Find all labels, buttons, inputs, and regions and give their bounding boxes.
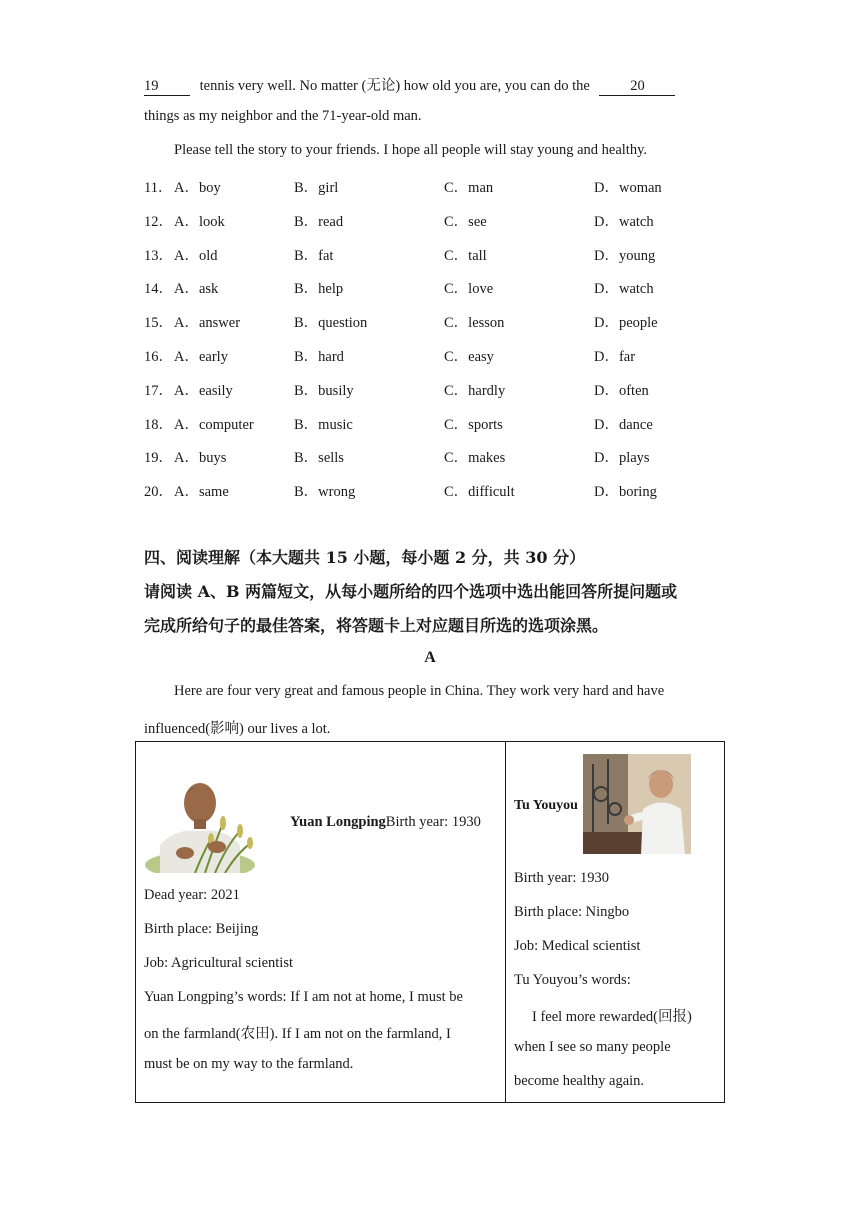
option-d: D．young — [594, 247, 656, 264]
passage-line-3: Please tell the story to your friends. I hope all people will stay young and healthy. — [174, 142, 648, 158]
tu-birth-place: Birth place: Ningbo — [514, 904, 630, 920]
passage-a-intro-1: Here are four very great and famous people in China. They work very hard and have — [174, 683, 665, 699]
option-a: A．buys — [174, 450, 227, 467]
section-4-title: 四、阅读理解（本大题共 15 小题，每小题 2 分，共 30 分） — [144, 548, 586, 567]
tu-words-1: I feel more rewarded(回报) — [532, 1009, 692, 1025]
option-b: B．girl — [294, 180, 339, 196]
yuan-cell — [136, 742, 506, 1103]
option-row — [144, 379, 744, 399]
yuan-name: Yuan Longping — [290, 814, 386, 830]
option-row — [144, 446, 744, 466]
question-number: 15． — [144, 315, 173, 332]
option-d: D．watch — [594, 281, 654, 298]
yuan-birth-year: Birth year: 1930 — [385, 814, 481, 830]
question-number: 11． — [144, 180, 173, 196]
tu-cell — [506, 742, 725, 1103]
option-a: A．answer — [174, 315, 241, 332]
option-row — [144, 345, 744, 365]
option-d: D．people — [594, 315, 658, 332]
passage-a-intro-2: influenced(影响) our lives a lot. — [144, 721, 331, 737]
option-d: D．watch — [594, 213, 654, 230]
scientists-table — [135, 741, 725, 1103]
tu-words-label: Tu Youyou’s words: — [514, 972, 631, 988]
option-c: C．see — [444, 213, 487, 230]
tu-words-3: become healthy again. — [514, 1073, 645, 1089]
option-row — [144, 210, 744, 230]
tu-youyou-photo — [583, 754, 691, 854]
option-b: B．music — [294, 416, 353, 433]
option-b: B．help — [294, 281, 344, 298]
passage-line-1-text: tennis very well. No matter (无论) how old you are, you can do the — [199, 78, 590, 94]
blank-20: 20 — [599, 78, 675, 96]
option-b: B．wrong — [294, 484, 356, 501]
option-c: C．tall — [444, 247, 487, 264]
option-a: A．same — [174, 484, 229, 501]
option-d: D．often — [594, 382, 649, 399]
option-b: B．hard — [294, 349, 344, 365]
yuan-job: Job: Agricultural scientist — [144, 955, 294, 971]
option-row — [144, 244, 744, 264]
yuan-dead-year: Dead year: 2021 — [144, 887, 240, 903]
yuan-words-1: Yuan Longping’s words: If I am not at home, I must be — [144, 989, 463, 1005]
option-c: C．man — [444, 180, 494, 196]
option-c: C．makes — [444, 450, 506, 467]
option-b: B．sells — [294, 450, 344, 467]
option-c: C．easy — [444, 349, 494, 365]
question-number: 12． — [144, 213, 173, 230]
option-row — [144, 311, 744, 331]
yuan-birth-place: Birth place: Beijing — [144, 921, 259, 937]
option-row — [144, 277, 744, 297]
blank-19: 19 — [144, 78, 190, 96]
yuan-name-line — [290, 814, 481, 831]
yuan-longping-photo — [145, 773, 255, 873]
option-c: C．love — [444, 281, 494, 298]
passage-line-1 — [144, 74, 675, 96]
option-a: A．early — [174, 349, 228, 365]
option-b: B．read — [294, 213, 344, 230]
option-a: A．ask — [174, 281, 219, 298]
question-number: 14． — [144, 281, 173, 298]
question-number: 13． — [144, 247, 173, 264]
option-d: D．dance — [594, 416, 653, 433]
option-c: C．hardly — [444, 382, 506, 399]
yuan-words-3: must be on my way to the farmland. — [144, 1056, 354, 1072]
option-d: D．far — [594, 349, 636, 365]
passage-line-2: things as my neighbor and the 71-year-old man. — [144, 108, 422, 124]
option-a: A．computer — [174, 416, 254, 433]
question-number: 18． — [144, 416, 173, 433]
option-c: C．sports — [444, 416, 503, 433]
option-d: D．woman — [594, 180, 662, 196]
option-a: A．easily — [174, 382, 233, 399]
tu-name: Tu Youyou — [514, 798, 578, 813]
option-c: C．lesson — [444, 315, 505, 332]
section-4-instruction-1: 请阅读 A、B 两篇短文，从每小题所给的四个选项中选出能回答所提问题或 — [144, 582, 678, 601]
question-number: 16． — [144, 349, 173, 365]
section-4-instruction-2: 完成所给句子的最佳答案，将答题卡上对应题目所选的选项涂黑。 — [144, 616, 609, 635]
passage-a-label: A — [424, 649, 436, 666]
option-d: D．plays — [594, 450, 650, 467]
option-b: B．question — [294, 315, 368, 332]
question-number: 20． — [144, 484, 173, 501]
question-number: 19． — [144, 450, 173, 467]
option-row — [144, 480, 744, 500]
tu-words-2: when I see so many people — [514, 1039, 671, 1055]
yuan-words-2: on the farmland(农田). If I am not on the farmland, I — [144, 1026, 451, 1042]
option-d: D．boring — [594, 484, 657, 501]
option-a: A．boy — [174, 180, 221, 196]
option-b: B．fat — [294, 247, 334, 264]
option-c: C．difficult — [444, 484, 515, 501]
option-b: B．busily — [294, 382, 354, 399]
option-row — [144, 176, 744, 196]
tu-birth-year: Birth year: 1930 — [514, 870, 610, 886]
tu-job: Job: Medical scientist — [514, 938, 641, 954]
question-number: 17． — [144, 382, 173, 399]
option-a: A．look — [174, 213, 225, 230]
option-row — [144, 413, 744, 433]
option-a: A．old — [174, 247, 218, 264]
